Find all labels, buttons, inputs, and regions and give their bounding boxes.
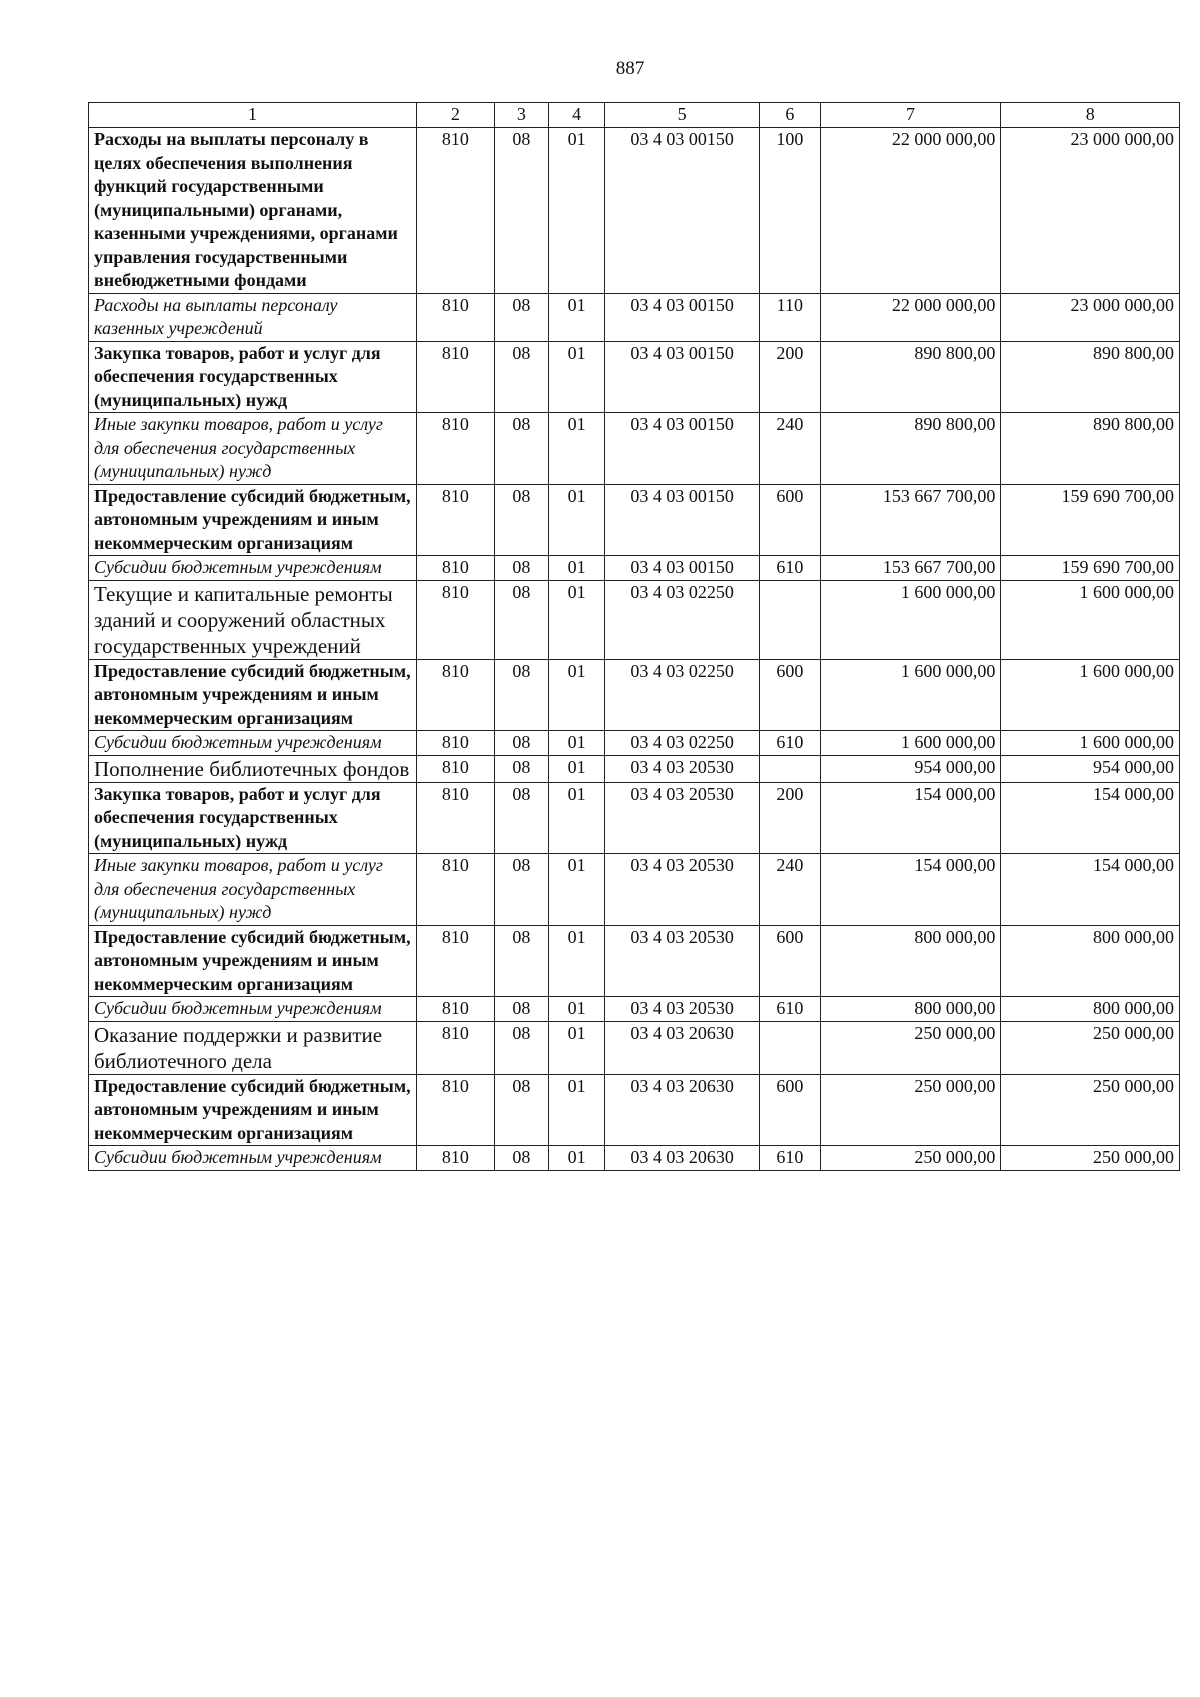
ministry-code-cell: 810: [416, 731, 494, 756]
table-row: [89, 341, 1180, 413]
header-col-3: 3: [494, 103, 548, 128]
section-code-cell: 08: [494, 755, 548, 782]
amount-year1-cell: 800 000,00: [820, 925, 1001, 997]
section-code-cell: 08: [494, 782, 548, 854]
row-name-cell: Субсидии бюджетным учреждениям: [89, 556, 417, 581]
header-col-4: 4: [548, 103, 604, 128]
ministry-code-cell: 810: [416, 659, 494, 731]
target-article-cell: 03 4 03 20530: [605, 755, 760, 782]
amount-year2-cell: 1 600 000,00: [1001, 731, 1180, 756]
amount-year1-cell: 250 000,00: [820, 1146, 1001, 1171]
target-article-cell: 03 4 03 20530: [605, 854, 760, 926]
amount-year1-cell: 890 800,00: [820, 413, 1001, 485]
amount-year2-cell: 23 000 000,00: [1001, 128, 1180, 294]
amount-year1-cell: 22 000 000,00: [820, 128, 1001, 294]
section-code-cell: 08: [494, 731, 548, 756]
header-col-5: 5: [605, 103, 760, 128]
header-col-2: 2: [416, 103, 494, 128]
amount-year1-cell: 154 000,00: [820, 854, 1001, 926]
amount-year1-cell: 954 000,00: [820, 755, 1001, 782]
amount-year1-cell: 800 000,00: [820, 997, 1001, 1022]
section-code-cell: 08: [494, 925, 548, 997]
target-article-cell: 03 4 03 20530: [605, 997, 760, 1022]
row-name-cell: Закупка товаров, работ и услуг для обеспечения государственных (муниципальных) нужд: [89, 341, 417, 413]
table-row: [89, 293, 1180, 341]
subsection-code-cell: 01: [548, 341, 604, 413]
expense-type-cell: 600: [760, 925, 821, 997]
ministry-code-cell: 810: [416, 341, 494, 413]
ministry-code-cell: 810: [416, 997, 494, 1022]
amount-year2-cell: 23 000 000,00: [1001, 293, 1180, 341]
target-article-cell: 03 4 03 00150: [605, 413, 760, 485]
target-article-cell: 03 4 03 02250: [605, 659, 760, 731]
row-name-cell: Закупка товаров, работ и услуг для обеспечения государственных (муниципальных) нужд: [89, 782, 417, 854]
amount-year2-cell: 800 000,00: [1001, 997, 1180, 1022]
row-name-cell: Субсидии бюджетным учреждениям: [89, 731, 417, 756]
target-article-cell: 03 4 03 00150: [605, 128, 760, 294]
ministry-code-cell: 810: [416, 413, 494, 485]
target-article-cell: 03 4 03 00150: [605, 341, 760, 413]
amount-year2-cell: 250 000,00: [1001, 1021, 1180, 1074]
amount-year2-cell: 154 000,00: [1001, 782, 1180, 854]
amount-year2-cell: 800 000,00: [1001, 925, 1180, 997]
table-row: [89, 580, 1180, 659]
amount-year1-cell: 1 600 000,00: [820, 580, 1001, 659]
section-code-cell: 08: [494, 1074, 548, 1146]
table-row: [89, 484, 1180, 556]
section-code-cell: 08: [494, 341, 548, 413]
ministry-code-cell: 810: [416, 1146, 494, 1171]
expense-type-cell: 600: [760, 659, 821, 731]
target-article-cell: 03 4 03 20630: [605, 1074, 760, 1146]
table-row: [89, 854, 1180, 926]
amount-year1-cell: 250 000,00: [820, 1021, 1001, 1074]
ministry-code-cell: 810: [416, 556, 494, 581]
amount-year2-cell: 890 800,00: [1001, 341, 1180, 413]
expense-type-cell: 240: [760, 854, 821, 926]
section-code-cell: 08: [494, 1146, 548, 1171]
row-name-cell: Субсидии бюджетным учреждениям: [89, 1146, 417, 1171]
subsection-code-cell: 01: [548, 580, 604, 659]
ministry-code-cell: 810: [416, 580, 494, 659]
subsection-code-cell: 01: [548, 659, 604, 731]
section-code-cell: 08: [494, 854, 548, 926]
target-article-cell: 03 4 03 00150: [605, 484, 760, 556]
section-code-cell: 08: [494, 659, 548, 731]
expense-type-cell: 240: [760, 413, 821, 485]
target-article-cell: 03 4 03 02250: [605, 580, 760, 659]
amount-year1-cell: 890 800,00: [820, 341, 1001, 413]
section-code-cell: 08: [494, 413, 548, 485]
header-col-1: 1: [89, 103, 417, 128]
amount-year1-cell: 154 000,00: [820, 782, 1001, 854]
subsection-code-cell: 01: [548, 556, 604, 581]
subsection-code-cell: 01: [548, 293, 604, 341]
amount-year2-cell: 1 600 000,00: [1001, 659, 1180, 731]
header-col-6: 6: [760, 103, 821, 128]
amount-year1-cell: 1 600 000,00: [820, 659, 1001, 731]
expense-type-cell: 100: [760, 128, 821, 294]
subsection-code-cell: 01: [548, 1021, 604, 1074]
row-name-cell: Предоставление субсидий бюджетным, автономным учреждениям и иным некоммерческим организациям: [89, 1074, 417, 1146]
subsection-code-cell: 01: [548, 128, 604, 294]
target-article-cell: 03 4 03 20630: [605, 1021, 760, 1074]
row-name-cell: Текущие и капитальные ремонты зданий и сооружений областных государственных учреждений: [89, 580, 417, 659]
section-code-cell: 08: [494, 293, 548, 341]
row-name-cell: Пополнение библиотечных фондов: [89, 755, 417, 782]
subsection-code-cell: 01: [548, 484, 604, 556]
expense-type-cell: 600: [760, 484, 821, 556]
expense-type-cell: 600: [760, 1074, 821, 1146]
subsection-code-cell: 01: [548, 997, 604, 1022]
ministry-code-cell: 810: [416, 128, 494, 294]
subsection-code-cell: 01: [548, 925, 604, 997]
target-article-cell: 03 4 03 20530: [605, 925, 760, 997]
header-col-7: 7: [820, 103, 1001, 128]
table-row: [89, 413, 1180, 485]
target-article-cell: 03 4 03 20530: [605, 782, 760, 854]
row-name-cell: Субсидии бюджетным учреждениям: [89, 997, 417, 1022]
expense-type-cell: [760, 1021, 821, 1074]
target-article-cell: 03 4 03 00150: [605, 293, 760, 341]
amount-year1-cell: 250 000,00: [820, 1074, 1001, 1146]
target-article-cell: 03 4 03 00150: [605, 556, 760, 581]
subsection-code-cell: 01: [548, 854, 604, 926]
row-name-cell: Предоставление субсидий бюджетным, автономным учреждениям и иным некоммерческим организациям: [89, 925, 417, 997]
amount-year2-cell: 159 690 700,00: [1001, 484, 1180, 556]
table-row: [89, 1146, 1180, 1171]
table-row: [89, 659, 1180, 731]
ministry-code-cell: 810: [416, 1021, 494, 1074]
subsection-code-cell: 01: [548, 1074, 604, 1146]
ministry-code-cell: 810: [416, 1074, 494, 1146]
budget-table: [88, 102, 1180, 1171]
amount-year2-cell: 154 000,00: [1001, 854, 1180, 926]
section-code-cell: 08: [494, 128, 548, 294]
table-row: [89, 1074, 1180, 1146]
subsection-code-cell: 01: [548, 731, 604, 756]
expense-type-cell: 610: [760, 731, 821, 756]
row-name-cell: Оказание поддержки и развитие библиотечного дела: [89, 1021, 417, 1074]
expense-type-cell: 610: [760, 556, 821, 581]
amount-year2-cell: 890 800,00: [1001, 413, 1180, 485]
row-name-cell: Иные закупки товаров, работ и услуг для обеспечения государственных (муниципальных) нужд: [89, 413, 417, 485]
page-number: 887: [615, 58, 645, 79]
ministry-code-cell: 810: [416, 293, 494, 341]
amount-year2-cell: 250 000,00: [1001, 1146, 1180, 1171]
amount-year2-cell: 1 600 000,00: [1001, 580, 1180, 659]
amount-year1-cell: 153 667 700,00: [820, 556, 1001, 581]
table-row: [89, 782, 1180, 854]
table-row: [89, 925, 1180, 997]
table-row: [89, 997, 1180, 1022]
amount-year1-cell: 22 000 000,00: [820, 293, 1001, 341]
table-row: [89, 731, 1180, 756]
amount-year1-cell: 153 667 700,00: [820, 484, 1001, 556]
ministry-code-cell: 810: [416, 782, 494, 854]
expense-type-cell: 610: [760, 997, 821, 1022]
table-row: [89, 556, 1180, 581]
header-col-8: 8: [1001, 103, 1180, 128]
ministry-code-cell: 810: [416, 755, 494, 782]
expense-type-cell: [760, 755, 821, 782]
subsection-code-cell: 01: [548, 755, 604, 782]
ministry-code-cell: 810: [416, 484, 494, 556]
target-article-cell: 03 4 03 02250: [605, 731, 760, 756]
amount-year2-cell: 159 690 700,00: [1001, 556, 1180, 581]
expense-type-cell: 200: [760, 782, 821, 854]
row-name-cell: Расходы на выплаты персоналу в целях обеспечения выполнения функций государственными (муниципальными) органами, казенными учреждениями, органами управления государственными внебюджетными фондами: [89, 128, 417, 294]
target-article-cell: 03 4 03 20630: [605, 1146, 760, 1171]
subsection-code-cell: 01: [548, 413, 604, 485]
expense-type-cell: 610: [760, 1146, 821, 1171]
subsection-code-cell: 01: [548, 1146, 604, 1171]
expense-type-cell: 110: [760, 293, 821, 341]
table-row: [89, 1021, 1180, 1074]
table-row: [89, 128, 1180, 294]
table-header-row: [89, 103, 1180, 128]
expense-type-cell: 200: [760, 341, 821, 413]
section-code-cell: 08: [494, 580, 548, 659]
section-code-cell: 08: [494, 484, 548, 556]
row-name-cell: Иные закупки товаров, работ и услуг для обеспечения государственных (муниципальных) нужд: [89, 854, 417, 926]
row-name-cell: Предоставление субсидий бюджетным, автономным учреждениям и иным некоммерческим организациям: [89, 659, 417, 731]
row-name-cell: Расходы на выплаты персоналу казенных учреждений: [89, 293, 417, 341]
ministry-code-cell: 810: [416, 854, 494, 926]
section-code-cell: 08: [494, 556, 548, 581]
section-code-cell: 08: [494, 997, 548, 1022]
row-name-cell: Предоставление субсидий бюджетным, автономным учреждениям и иным некоммерческим организациям: [89, 484, 417, 556]
table-body: [89, 128, 1180, 1171]
subsection-code-cell: 01: [548, 782, 604, 854]
table-row: [89, 755, 1180, 782]
ministry-code-cell: 810: [416, 925, 494, 997]
amount-year1-cell: 1 600 000,00: [820, 731, 1001, 756]
section-code-cell: 08: [494, 1021, 548, 1074]
expense-type-cell: [760, 580, 821, 659]
amount-year2-cell: 250 000,00: [1001, 1074, 1180, 1146]
amount-year2-cell: 954 000,00: [1001, 755, 1180, 782]
